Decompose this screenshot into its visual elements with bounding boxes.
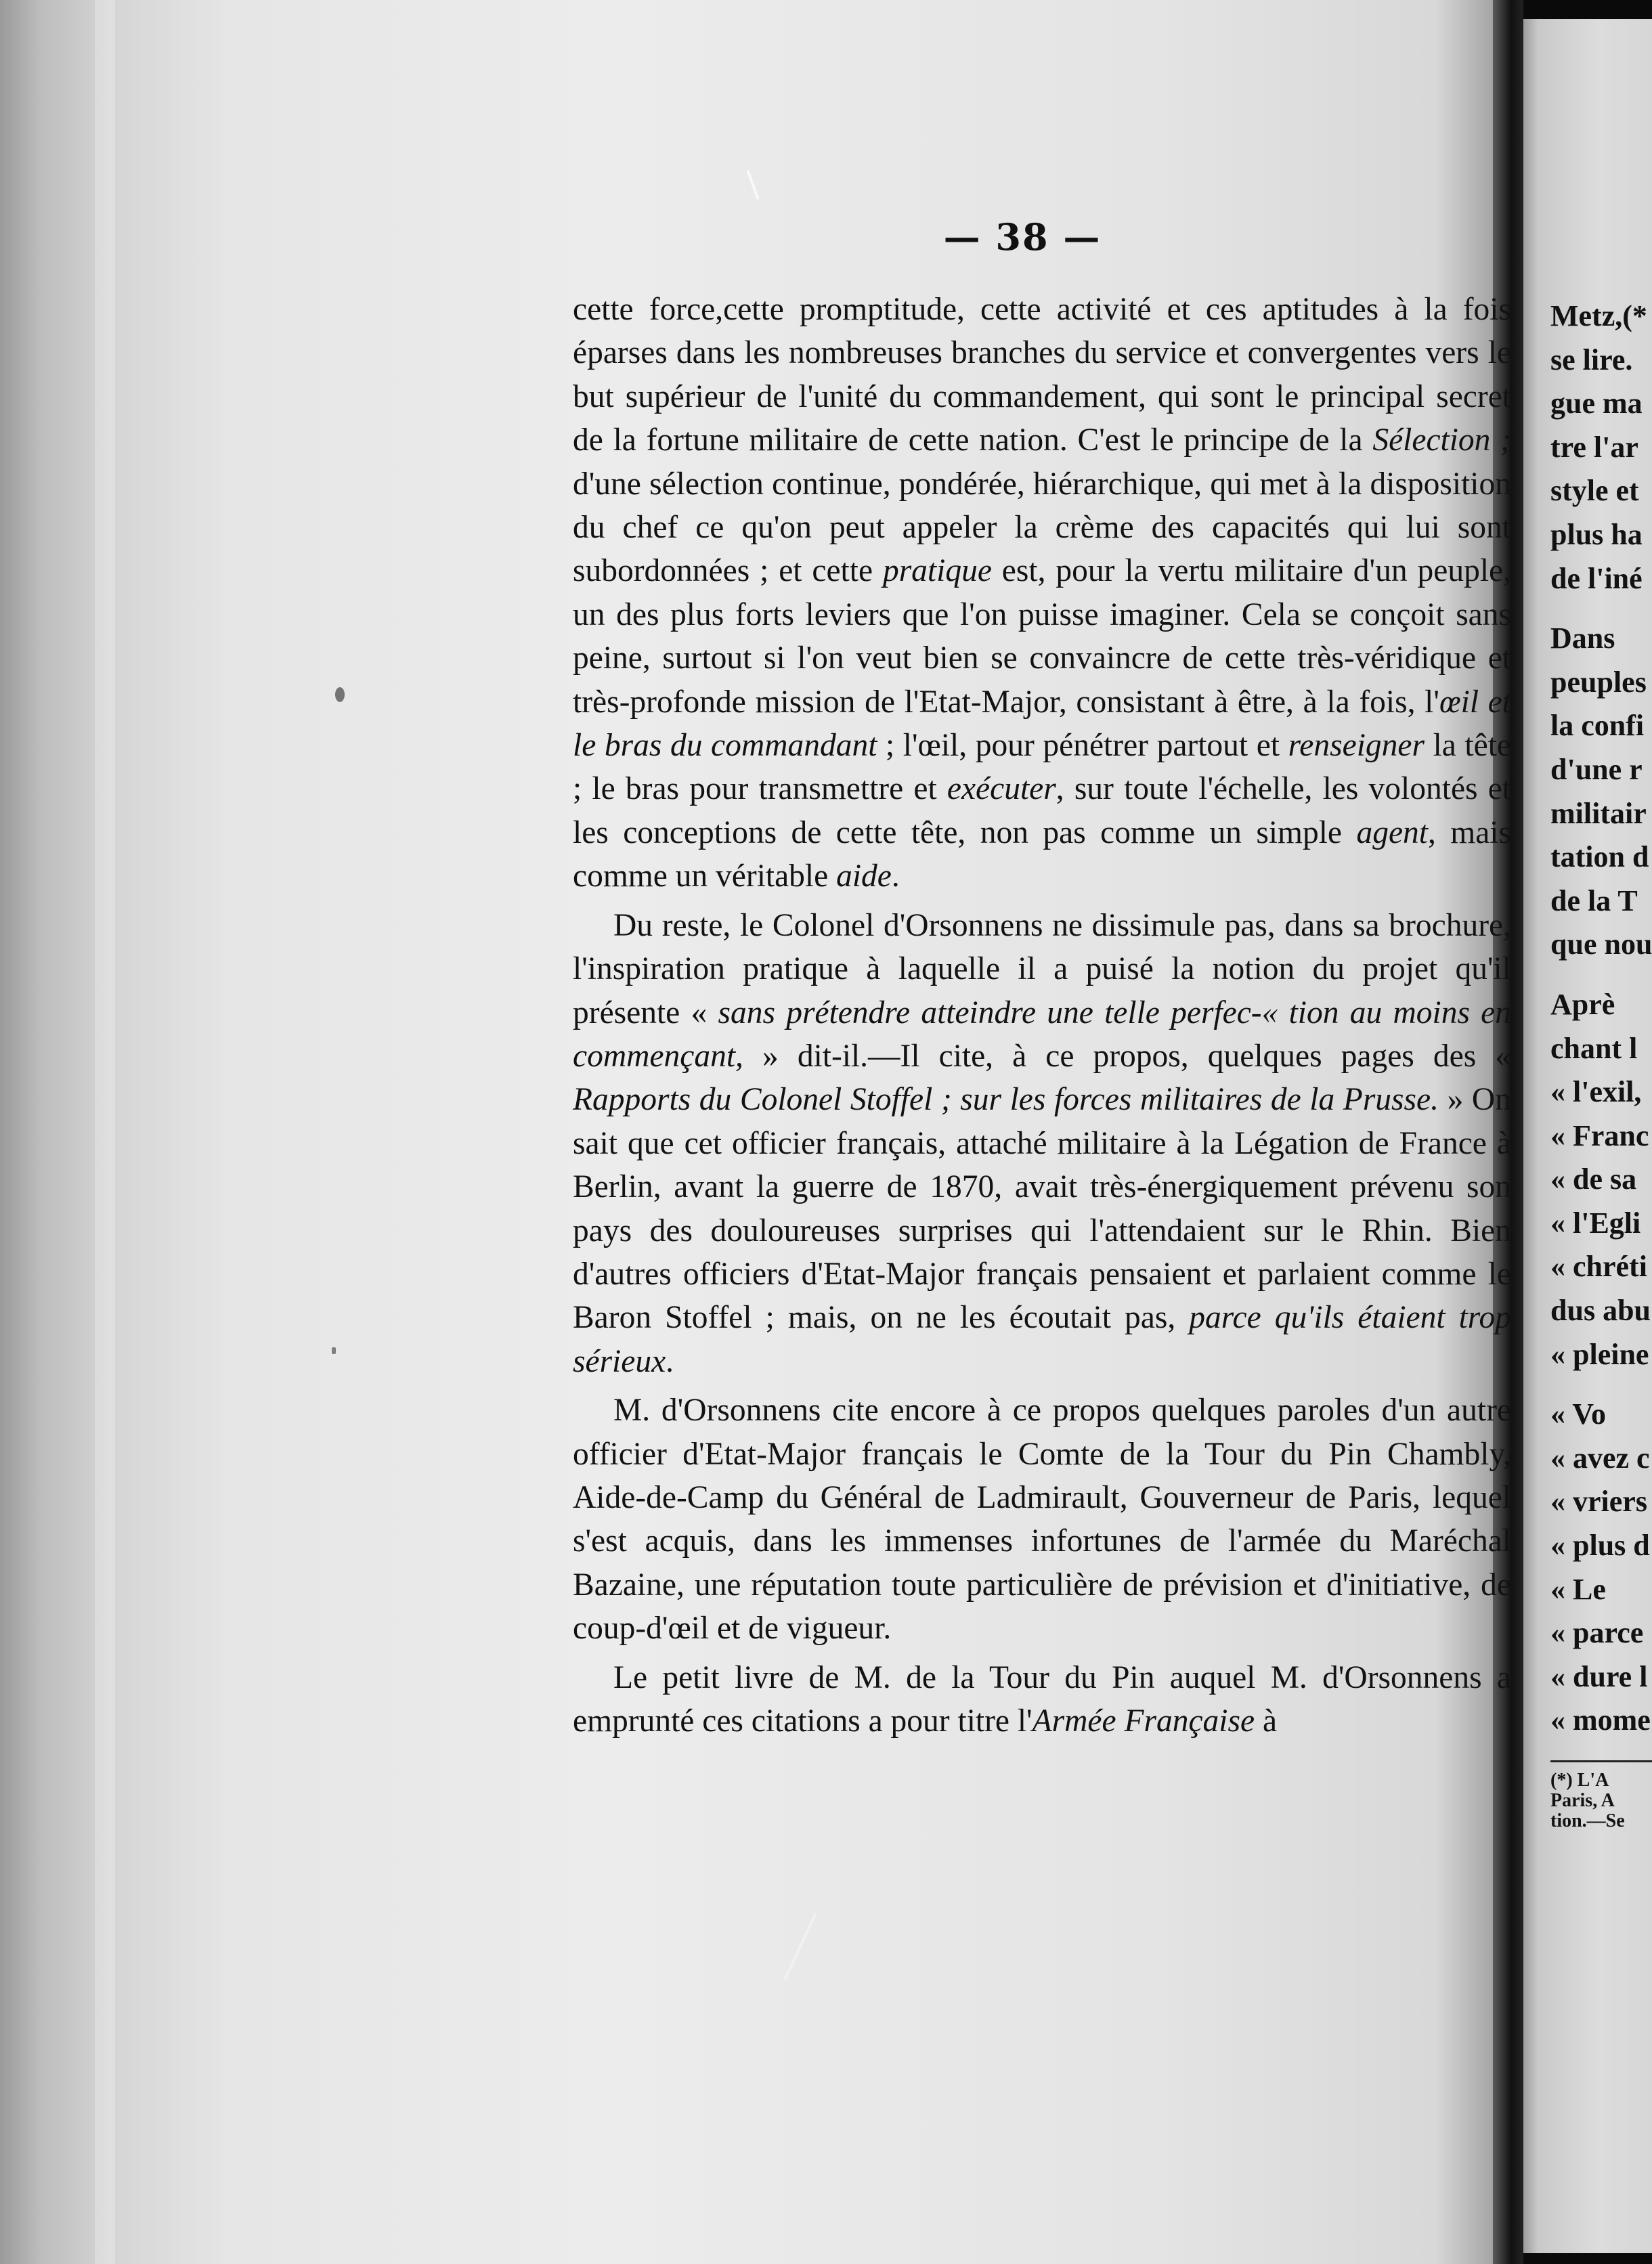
scan-dust — [335, 687, 345, 702]
paragraph: Du reste, le Colonel d'Orsonnens ne dissimule pas, dans sa brochure, l'inspiration pratique à laquelle il a puisé la notion du projet qu'il présente « sans prétendre atteindre une telle perfec-« tion au moins en commençant, » dit-il.—Il cite, à ce propos, quelques pages des « Rapports du Colonel Stoffel ; sur les forces militaires de la Prusse. » On sait que cet officier français, attaché militaire à la Légation de France à Berlin, avant la guerre de 1870, avait très-énergiquement prévenu son pays des douloureuses surprises qui l'attendaient sur le Rhin. Bien d'autres officiers d'Etat-Major français pensaient et parlaient comme le Baron Stoffel ; mais, on ne les écoutait pas, parce qu'ils étaient trop sérieux. — [573, 907, 1512, 1379]
adjacent-line: « pleine — [1550, 1337, 1649, 1371]
adjacent-line: plus ha — [1550, 517, 1643, 551]
adjacent-line: que nou — [1550, 928, 1652, 961]
adjacent-line: « chréti — [1550, 1250, 1647, 1284]
adjacent-line: Aprè — [1550, 987, 1615, 1021]
adjacent-line: tation d — [1550, 840, 1649, 874]
adjacent-line: dus abu — [1550, 1294, 1651, 1328]
paragraph: cette force,cette promptitude, cette activité et ces aptitudes à la fois éparses dans les nombreuses branches du service et convergentes vers le but supérieur de l'unité du commandement, qui sont le principal secret de la fortune militaire de cette nation. C'est le principe de la Sélection ; d'une sélection continue, pondérée, hiérarchique, qui met à la disposition du chef ce qu'on peut appeler la crème des capacités qui lui sont subordonnées ; et cette pratique est, pour la vertu militaire d'un peuple, un des plus forts leviers que l'on puisse imaginer. Cela se conçoit sans peine, surtout si l'on veut bien se convaincre de cette très-véridique et très-profonde mission de l'Etat-Major, consistant à être, à la fois, l'œil et le bras du commandant ; l'œil, pour pénétrer partout et renseigner la tête ; le bras pour transmettre et exécuter, sur toute l'échelle, les volontés et les conceptions de cette tête, non pas comme un simple agent, mais comme un véritable aide. — [573, 292, 1512, 894]
adjacent-line: se lire. — [1550, 343, 1633, 376]
adjacent-line — [1550, 601, 1652, 617]
adjacent-line: de l'iné — [1550, 561, 1643, 595]
adjacent-line: Dans — [1550, 622, 1615, 655]
scan-dust — [332, 1347, 336, 1354]
adjacent-line — [1550, 1376, 1652, 1393]
adjacent-line: militair — [1550, 796, 1647, 830]
adjacent-footnote-line: (*) L'A — [1550, 1770, 1609, 1791]
adjacent-line: style et — [1550, 474, 1639, 508]
adjacent-line: « Le — [1550, 1572, 1606, 1606]
paragraph: M. d'Orsonnens cite encore à ce propos quelques paroles d'un autre officier d'Etat-Major français le Comte de la Tour du Pin Chambly, Aide-de-Camp du Général de Ladmirault, Gouverneur de Paris, lequel s'est acquis, dans les immenses infortunes de l'armée du Maréchal Bazaine, une réputation toute particulière de prévision et d'initiative, de coup-d'œil et de vigueur. — [573, 1393, 1511, 1647]
adjacent-line: « dure l — [1550, 1659, 1648, 1693]
adjacent-line: « mome — [1550, 1703, 1651, 1737]
adjacent-line: Metz,(* — [1550, 299, 1647, 332]
adjacent-line: « Franc — [1550, 1118, 1649, 1152]
adjacent-line: gue ma — [1550, 387, 1643, 420]
adjacent-page-text — [1550, 295, 1652, 1743]
adjacent-line: « l'Egli — [1550, 1206, 1641, 1240]
page-number: — 38 — — [943, 215, 1102, 259]
adjacent-line: d'une r — [1550, 752, 1643, 786]
adjacent-line: chant l — [1550, 1031, 1638, 1065]
adjacent-page-footnote — [1550, 1770, 1652, 1831]
adjacent-footnote-line: Paris, A — [1550, 1790, 1615, 1811]
adjacent-line: « vriers — [1550, 1485, 1647, 1519]
adjacent-line: tre l'ar — [1550, 430, 1638, 464]
adjacent-line: « parce — [1550, 1616, 1644, 1650]
adjacent-line: « Vo — [1550, 1397, 1606, 1431]
adjacent-line: « l'exil, — [1550, 1075, 1642, 1109]
adjacent-line: peuples — [1550, 665, 1647, 699]
adjacent-line: « de sa — [1550, 1162, 1637, 1196]
adjacent-line: de la T — [1550, 884, 1638, 917]
adjacent-line: « avez c — [1550, 1441, 1650, 1475]
adjacent-footnote-line: tion.—Se — [1550, 1810, 1625, 1831]
adjacent-line: « plus d — [1550, 1529, 1650, 1563]
adjacent-line — [1550, 967, 1652, 983]
page-body-text — [573, 288, 1511, 1743]
adjacent-footnote-rule — [1550, 1760, 1652, 1762]
paragraph: Le petit livre de M. de la Tour du Pin auquel M. d'Orsonnens a emprunté ces citations a pour titre l'Armée Française à — [573, 1659, 1511, 1739]
adjacent-line: la confi — [1550, 709, 1645, 743]
